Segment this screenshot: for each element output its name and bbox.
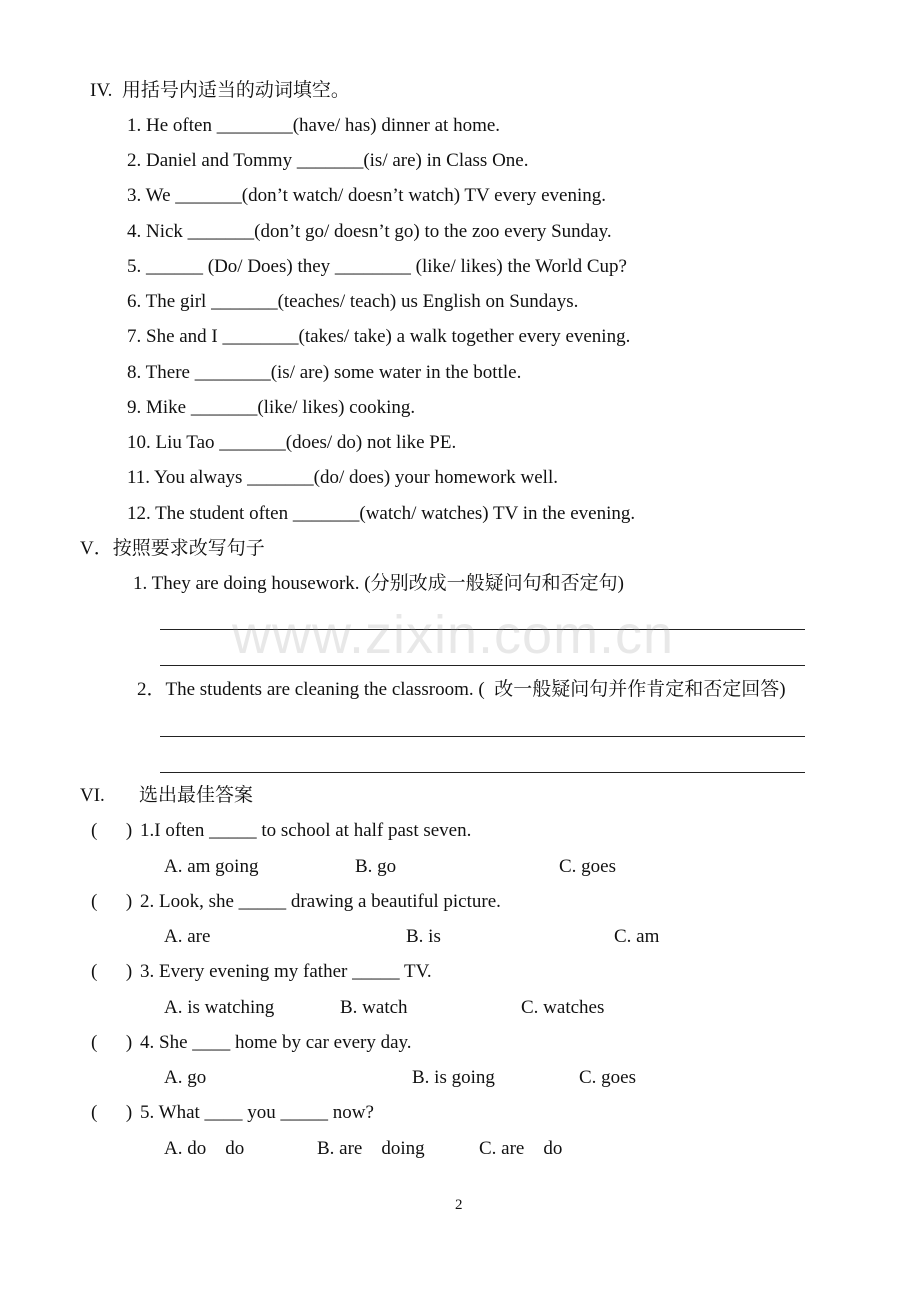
answer-paren: ( ) (91, 1032, 133, 1053)
question-1-text: 1.I often _____ to school at half past seven. (140, 820, 472, 841)
section-vi-title: 选出最佳答案 (139, 785, 254, 806)
question-5-option-b: B. are doing (317, 1138, 425, 1159)
question-4-option-a: A. go (164, 1067, 207, 1088)
question-1-option-a: A. am going (164, 856, 259, 877)
fill-blank-item-9: 9. Mike _______(like/ likes) cooking. (127, 397, 416, 418)
page-number: 2 (455, 1197, 463, 1213)
fill-blank-item-12: 12. The student often _______(watch/ watches) TV in the evening. (127, 503, 636, 524)
section-v-heading: V．按照要求改写句子 (80, 538, 265, 559)
question-3-option-b: B. watch (340, 997, 408, 1018)
question-5-text: 5. What ____ you _____ now? (140, 1102, 374, 1123)
answer-paren: ( ) (91, 820, 133, 841)
answer-line (160, 736, 805, 737)
question-4-text: 4. She ____ home by car every day. (140, 1032, 412, 1053)
fill-blank-item-6: 6. The girl _______(teaches/ teach) us English on Sundays. (127, 291, 579, 312)
section-vi-number: VI. (80, 785, 105, 806)
question-2-option-b: B. is (406, 926, 441, 947)
question-1-option-c: C. goes (559, 856, 616, 877)
fill-blank-item-7: 7. She and I ________(takes/ take) a walk together every evening. (127, 326, 631, 347)
rewrite-item-2: 2．The students are cleaning the classroom. ( 改一般疑问句并作肯定和否定回答) (137, 679, 786, 700)
answer-paren: ( ) (91, 961, 133, 982)
fill-blank-item-8: 8. There ________(is/ are) some water in the bottle. (127, 362, 522, 383)
section-iv-heading: IV. 用括号内适当的动词填空。 (90, 80, 350, 101)
question-1-option-b: B. go (355, 856, 397, 877)
question-5-option-a: A. do do (164, 1138, 245, 1159)
question-3-option-a: A. is watching (164, 997, 275, 1018)
answer-paren: ( ) (91, 1102, 133, 1123)
answer-paren: ( ) (91, 891, 133, 912)
fill-blank-item-3: 3. We _______(don’t watch/ doesn’t watch) TV every evening. (127, 185, 606, 206)
rewrite-item-1: 1. They are doing housework. (分别改成一般疑问句和否定句) (133, 573, 624, 594)
question-5-option-c: C. are do (479, 1138, 563, 1159)
watermark: www.zixin.com.cn (232, 605, 675, 665)
question-3-option-c: C. watches (521, 997, 605, 1018)
fill-blank-item-11: 11. You always _______(do/ does) your homework well. (127, 467, 558, 488)
fill-blank-item-2: 2. Daniel and Tommy _______(is/ are) in Class One. (127, 150, 529, 171)
answer-line (160, 772, 805, 773)
question-3-text: 3. Every evening my father _____ TV. (140, 961, 432, 982)
question-4-option-b: B. is going (412, 1067, 495, 1088)
question-2-option-a: A. are (164, 926, 211, 947)
question-4-option-c: C. goes (579, 1067, 636, 1088)
fill-blank-item-5: 5. ______ (Do/ Does) they ________ (like/ likes) the World Cup? (127, 256, 627, 277)
question-2-option-c: C. am (614, 926, 660, 947)
question-2-text: 2. Look, she _____ drawing a beautiful picture. (140, 891, 501, 912)
fill-blank-item-10: 10. Liu Tao _______(does/ do) not like PE. (127, 432, 457, 453)
fill-blank-item-4: 4. Nick _______(don’t go/ doesn’t go) to the zoo every Sunday. (127, 221, 612, 242)
fill-blank-item-1: 1. He often ________(have/ has) dinner at home. (127, 115, 501, 136)
